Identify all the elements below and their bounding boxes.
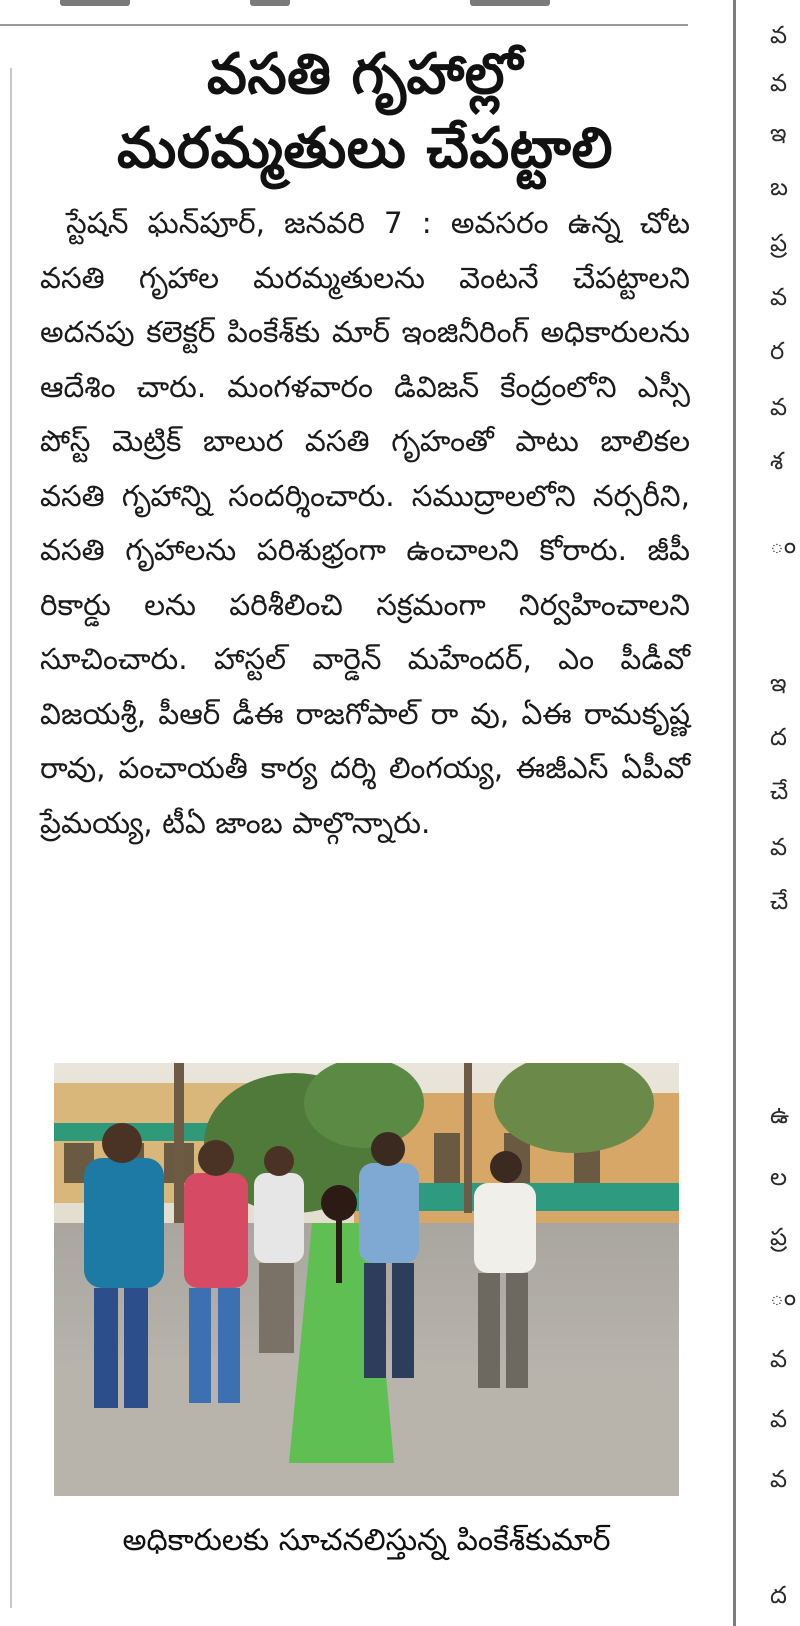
adjacent-glyph: ద bbox=[770, 723, 787, 751]
adjacent-glyph: ఇ bbox=[770, 119, 787, 147]
adjacent-glyph: వ bbox=[770, 283, 788, 311]
adjacent-glyph: శ bbox=[770, 447, 784, 475]
adjacent-glyph: వ bbox=[770, 69, 788, 97]
article-body: స్టేషన్ ఘన్‌పూర్, జనవరి 7 : అవసరం ఉన్న చోట వసతి గృహాల మరమ్మతులను వెంటనే చేపట్టాలని అదనపు కలెక్టర్ పింకేశ్‌కు మార్ ఇంజినీరింగ్ అధికారులను ఆదేశిం చారు. మంగళవారం డివిజన్ కేంద్రంలోని ఎస్సీ పోస్ట్ మెట్రిక్ బాలుర వసతి గృహంతో పాటు బాలికల వసతి గృహాన్ని సందర్శించారు. సముద్రాలలోని నర్సరీని, వసతి గృహాలను పరిశుభ్రంగా ఉంచాలని కోరారు. జీపీ రికార్డు లను పరిశీలించి సక్రమంగా నిర్వహించాలని సూచించారు. హాస్టల్ వార్డెన్ మహేందర్, ఎం పీడీవో విజయశ్రీ, పీఆర్ డీఈ రాజగోపాల్ రా వు, ఏఈ రామకృష్ణ రావు, పంచాయతీ కార్య దర్శి లింగయ్య, ఈజీఎస్ ఏపీవో ప్రేమయ్య, టీఏ జాంబ పాల్గొన్నారు. bbox=[40, 206, 690, 840]
adjacent-glyph: ం bbox=[770, 1283, 797, 1311]
adjacent-glyph: ఉ bbox=[770, 1101, 790, 1129]
photo-caption: అధికారులకు సూచనలిస్తున్న పింకేశ్‌కుమార్ bbox=[122, 1523, 611, 1558]
adjacent-glyph: బ bbox=[770, 173, 788, 201]
headline-line-2: మరమ్మతులు చేపట్టాలి bbox=[116, 116, 614, 181]
adjacent-glyph: చే bbox=[770, 777, 789, 805]
adjacent-glyph: వ bbox=[770, 1465, 788, 1493]
adjacent-glyph: ఇ bbox=[770, 669, 787, 697]
adjacent-glyph: ప్ర bbox=[770, 1223, 788, 1251]
adjacent-glyph: ద bbox=[770, 1581, 787, 1609]
adjacent-glyph: వ bbox=[770, 833, 788, 861]
top-stub-left bbox=[60, 0, 130, 6]
adjacent-glyph: వ bbox=[770, 393, 788, 421]
adjacent-glyph: వ bbox=[770, 21, 788, 49]
headline-line-1: వసతి గృహాల్లో bbox=[207, 42, 523, 107]
adjacent-column-fragment bbox=[764, 0, 800, 1626]
top-rule bbox=[0, 24, 688, 26]
news-photo bbox=[54, 1063, 679, 1496]
top-stub-mid bbox=[250, 0, 290, 6]
adjacent-glyph: ల bbox=[770, 1163, 788, 1191]
top-stub-right bbox=[470, 0, 550, 6]
adjacent-glyph: ర bbox=[770, 337, 785, 365]
adjacent-glyph: వ bbox=[770, 1345, 788, 1373]
adjacent-glyph: చే bbox=[770, 887, 789, 915]
adjacent-glyph: వ bbox=[770, 1405, 788, 1433]
column-divider bbox=[733, 0, 736, 1626]
headline bbox=[40, 38, 690, 186]
adjacent-glyph: ం bbox=[770, 531, 797, 559]
left-column-rule bbox=[10, 68, 12, 1608]
news-photo-image bbox=[54, 1063, 679, 1496]
news-article bbox=[40, 38, 690, 850]
adjacent-glyph: ప్ర bbox=[770, 229, 788, 257]
